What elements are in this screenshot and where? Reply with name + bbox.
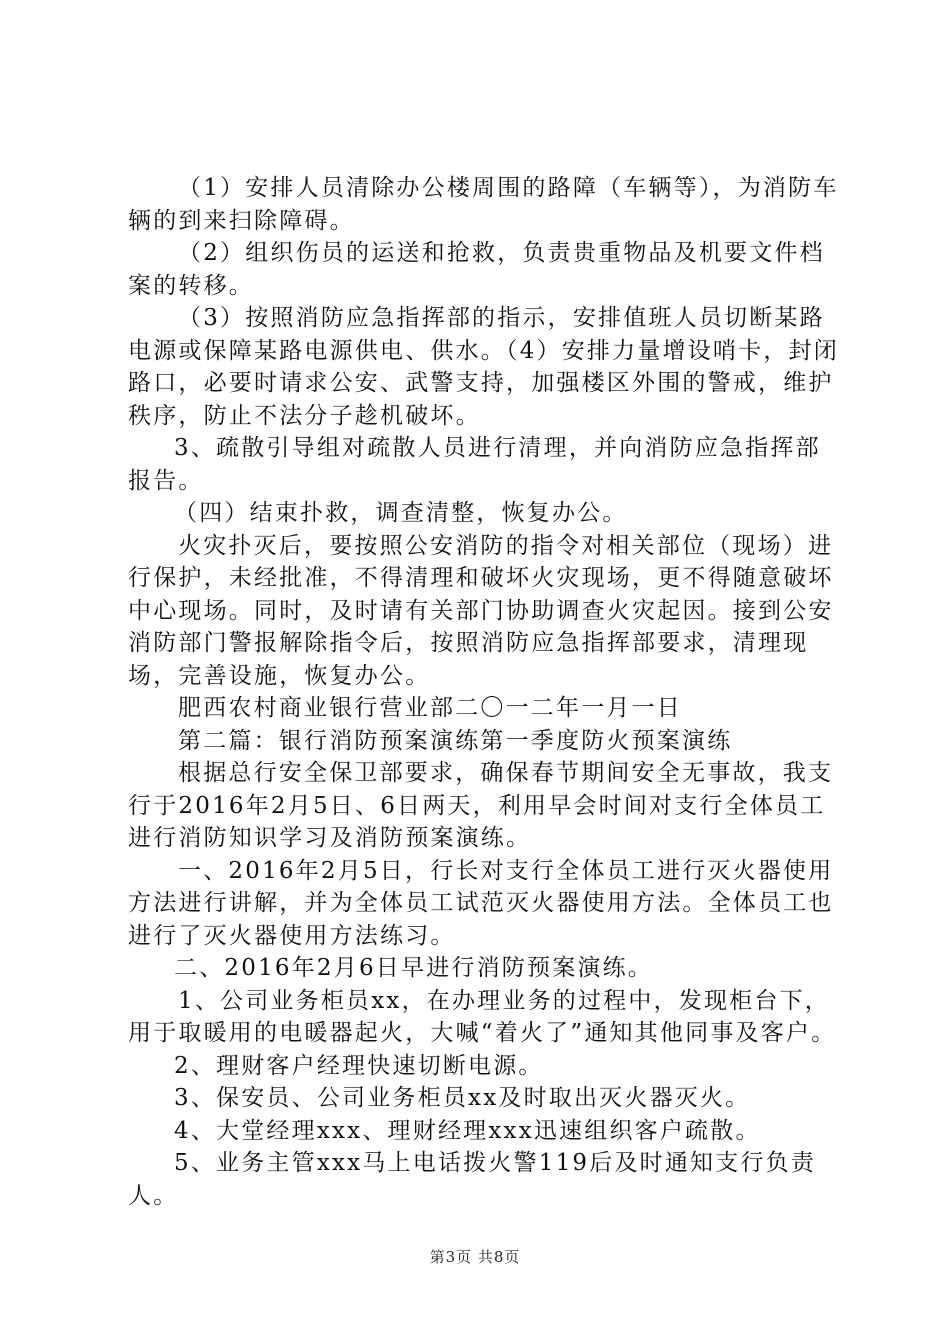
list-item-step-2: 2、理财客户经理快速切断电源。 [174,1052,544,1079]
paragraph-signature-date: 肥西农村商业银行营业部二〇一二年一月一日 [178,695,682,721]
list-item-step-5: 5、业务主管xxx马上电话拨火警119后及时通知支行负责人。 [128,1150,817,1209]
paragraph-drill-day-one: 一、2016年2月5日，行长对支行全体员工进行灭火器使用方法进行讲解，并为全体员工试范灭火器使用方法。全体员工也进行了灭火器使用方法练习。 [128,857,834,949]
paragraph-drill-day-two: 二、2016年2月6日早进行消防预案演练。 [174,955,653,981]
paragraph-power-and-guard: （3）按照消防应急指挥部的指示，安排值班人员切断某路电源或保障某路电源供电、供水。（4）安排力量增设哨卡，封闭路口，必要时请求公安、武警支持，加强楼区外围的警戒，维护秩序，防止不法分子趁机破坏。 [128,305,839,429]
paragraph-part-two-title: 第二篇：银行消防预案演练第一季度防火预案演练 [178,727,733,754]
list-item-step-4: 4、大堂经理xxx、理财经理xxx迅速组织客户疏散。 [174,1117,761,1144]
paragraph-clear-roadblocks: （1）安排人员清除办公楼周围的路障（车辆等），为消防车辆的到来扫除障碍。 [128,175,839,234]
document-body [128,172,840,1212]
paragraph-evacuation-report: 3、疏散引导组对疏散人员进行清理，并向消防应急指挥部报告。 [128,435,821,494]
paragraph-after-fire: 火灾扑灭后，要按照公安消防的指令对相关部位（现场）进行保护，未经批准，不得清理和破坏火灾现场，更不得随意破坏中心现场。同时，及时请有关部门协助调查火灾起因。接到公安消防部门警报解除指令后，按照消防应急指挥部要求，清理现场，完善设施，恢复办公。 [128,532,834,689]
list-item-step-1: 1、公司业务柜员xx，在办理业务的过程中，发现柜台下，用于取暖用的电暖器起火，大喊“着火了”通知其他同事及客户。 [128,987,837,1046]
paragraph-drill-intro: 根据总行安全保卫部要求，确保春节期间安全无事故，我支行于2016年2月5日、6日两天，利用早会时间对支行全体员工进行消防知识学习及消防预案演练。 [128,760,834,851]
paragraph-rescue-transfer: （2）组织伤员的运送和抢救，负责贵重物品及机要文件档案的转移。 [128,240,825,299]
paragraph-section-four-heading: （四）结束扑救，调查清整，恢复办公。 [174,500,628,526]
list-item-step-3: 3、保安员、公司业务柜员xx及时取出灭火器灭火。 [174,1085,751,1111]
page-number-footer: 第3页 共8页 [429,1248,521,1266]
